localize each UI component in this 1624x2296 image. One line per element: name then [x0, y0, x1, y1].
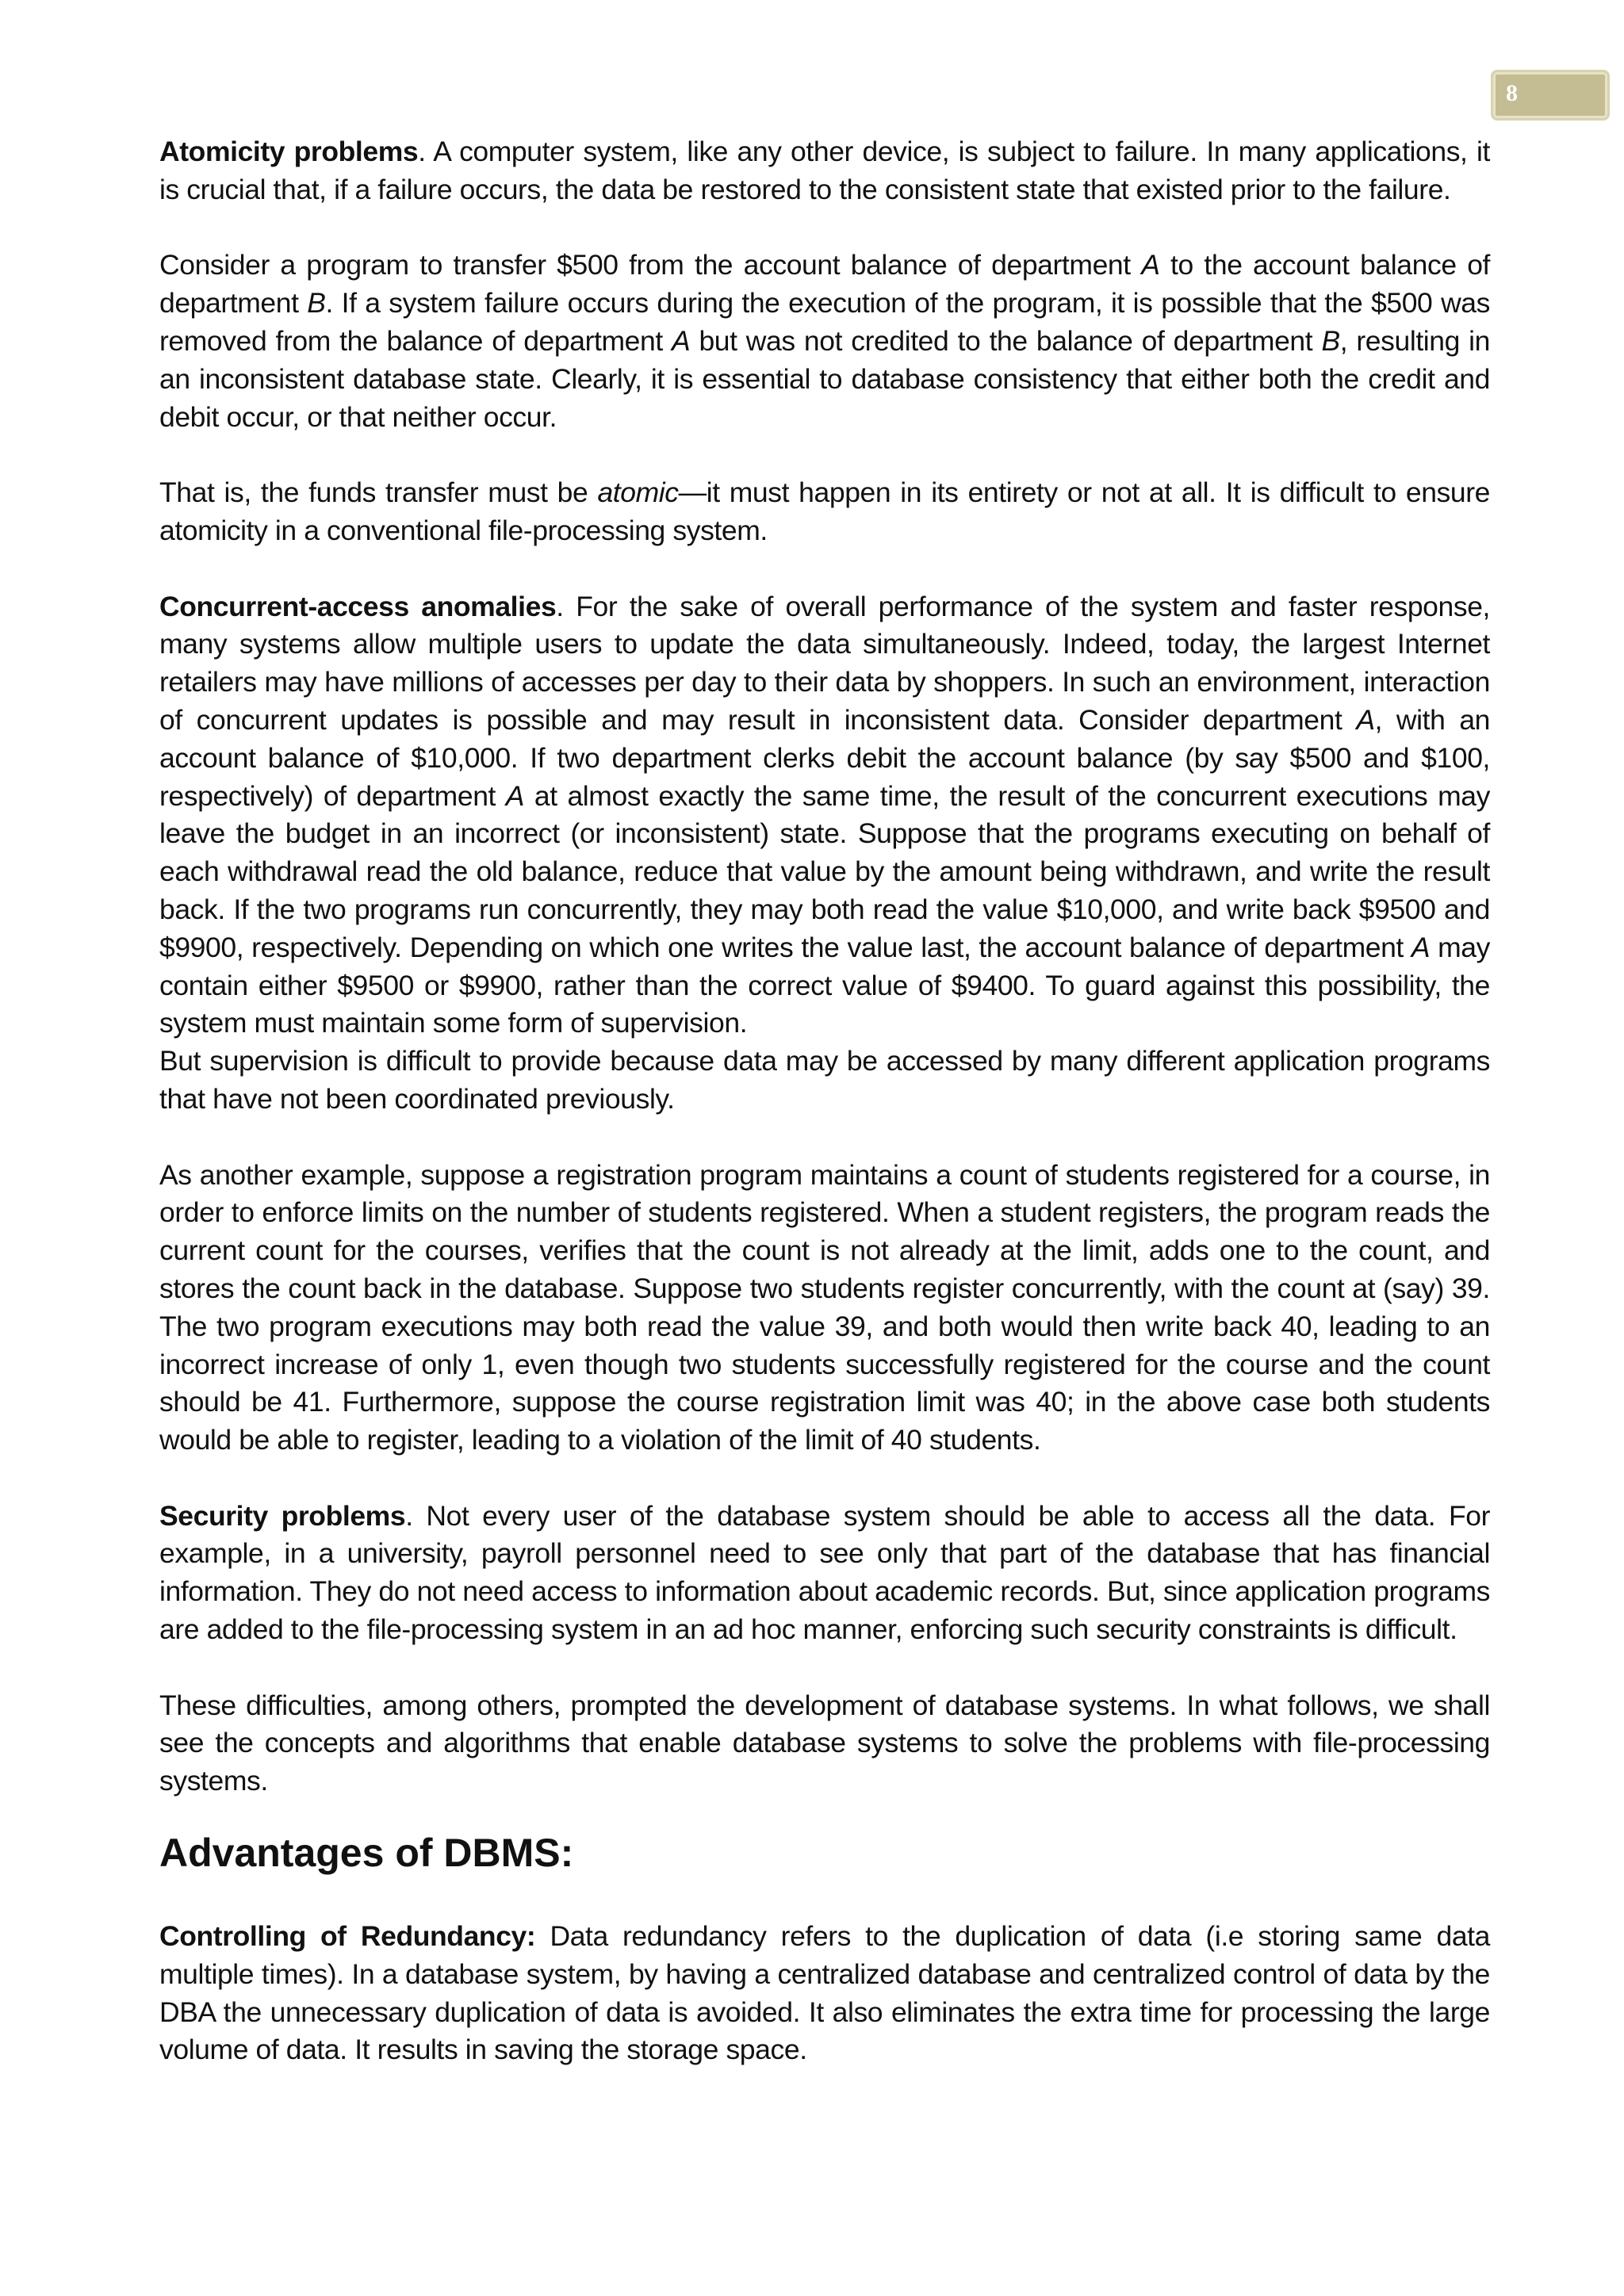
advantages-heading: Advantages of DBMS: — [159, 1831, 574, 1876]
redundancy-text: Data redundancy refers to the duplication of data (i.e storing same data multiple times). In a database system, by having a centralized database and centralized control of data by the DBA the unnecessary duplication of data is avoided. It also eliminates the extra time for processing the large volume of data. It results in saving the storage space. — [159, 1920, 1490, 2066]
difficulties-text: These difficulties, among others, prompted the development of database systems. In what follows, we shall see the concepts and algorithms that enable database systems to solve the problems with file-processing systems. — [159, 1689, 1490, 1797]
concurrent-text-3: at almost exactly the same time, the result of the concurrent executions may leave the budget in an incorrect (or inconsistent) state. Suppose that the programs executing on behalf of each withdrawal read the old balance, reduce that value by the amount being withdrawn, and write the result back. If the two programs run concurrently, they may both read the value $10,000, and write back $9500 and $9900, respectively. Depending on which one writes the value last, the account balance of department — [159, 779, 1490, 963]
page-number: 8 — [1506, 80, 1518, 106]
registration-example-paragraph — [159, 1157, 1490, 1460]
atomic-paragraph — [159, 474, 1490, 550]
security-lead: Security problems — [159, 1499, 406, 1532]
atomicity-paragraph — [159, 133, 1490, 209]
document-body — [159, 133, 1490, 2107]
transfer-example-paragraph — [159, 247, 1490, 436]
atomic-text-1: That is, the funds transfer must be — [159, 476, 598, 509]
redundancy-lead: Controlling of Redundancy: — [159, 1920, 536, 1953]
department-b: B — [1321, 324, 1340, 357]
atomic-term: atomic — [597, 476, 679, 509]
transfer-text-5: , resulting in an inconsistent database state. Clearly, it is essential to database consistency that either both the credit and debit occur, or that neither occur. — [159, 324, 1490, 433]
concurrent-access-paragraph — [159, 588, 1490, 1043]
department-a: A — [1411, 931, 1431, 963]
security-paragraph — [159, 1498, 1490, 1649]
registration-text: As another example, suppose a registration program maintains a count of students registered for a course, in order to enforce limits on the number of students registered. When a student registers, the program reads the current count for the courses, verifies that the count is not already at the limit, adds one to the count, and stores the count back in the database. Suppose two students register concurrently, with the count at (say) 39. The two program executions may both read the value 39, and both would then write back 40, leading to an incorrect increase of only 1, even though two students successfully registered for the course and the count should be 41. Furthermore, suppose the course registration limit was 40; in the above case both students would be able to register, leading to a violation of the limit of 40 students. — [159, 1158, 1490, 1456]
concurrent-access-lead: Concurrent-access anomalies — [159, 590, 557, 622]
atomicity-text: . A computer system, like any other device, is subject to failure. In many applications, it is crucial that, if a failure occurs, the data be restored to the consistent state that existed prior to the failure. — [159, 136, 1490, 205]
concurrent-text-4: may contain either $9500 or $9900, rather than the correct value of $9400. To guard against this possibility, the system must maintain some form of supervision. — [159, 931, 1490, 1039]
transfer-text-3: . If a system failure occurs during the execution of the program, it is possible that the $500 was removed from the balance of department — [159, 287, 1491, 357]
page-number-badge — [1491, 70, 1610, 121]
department-a: A — [505, 779, 525, 812]
concurrent-text-2: , with an account balance of $10,000. If two department clerks debit the account balance (by say $500 and $100, respectively) of department — [159, 703, 1491, 812]
difficulties-paragraph — [159, 1687, 1490, 1800]
transfer-text-2: to the account balance of department — [159, 249, 1491, 320]
department-a: A — [1356, 703, 1375, 736]
atomicity-lead: Atomicity problems — [159, 136, 419, 167]
supervision-text: But supervision is difficult to provide because data may be accessed by many different application programs that have not been coordinated previously. — [159, 1045, 1490, 1115]
department-a: A — [1141, 249, 1160, 281]
department-b: B — [307, 287, 326, 320]
redundancy-paragraph — [159, 1918, 1490, 2069]
concurrent-text-1: . For the sake of overall performance of the system and faster response, many systems allow multiple users to update the data simultaneously. Indeed, today, the largest Internet retailers may have millions of accesses per day to their data by shoppers. In such an environment, interaction of concurrent updates is possible and may result in inconsistent data. Consider department — [159, 590, 1491, 736]
transfer-text-4: but was not credited to the balance of department — [690, 324, 1322, 357]
transfer-text-1: Consider a program to transfer $500 from the account balance of department — [159, 249, 1142, 281]
atomic-text-2: —it must happen in its entirety or not at all. It is difficult to ensure atomicity in a conventional file-processing system. — [159, 476, 1490, 546]
supervision-paragraph — [159, 1043, 1490, 1119]
security-text: . Not every user of the database system should be able to access all the data. For example, in a university, payroll personnel need to see only that part of the database that has financial information. They do not need access to information about academic records. But, since application programs are added to the file-processing system in an ad hoc manner, enforcing such security constraints is difficult. — [159, 1499, 1490, 1646]
department-a: A — [671, 324, 691, 357]
